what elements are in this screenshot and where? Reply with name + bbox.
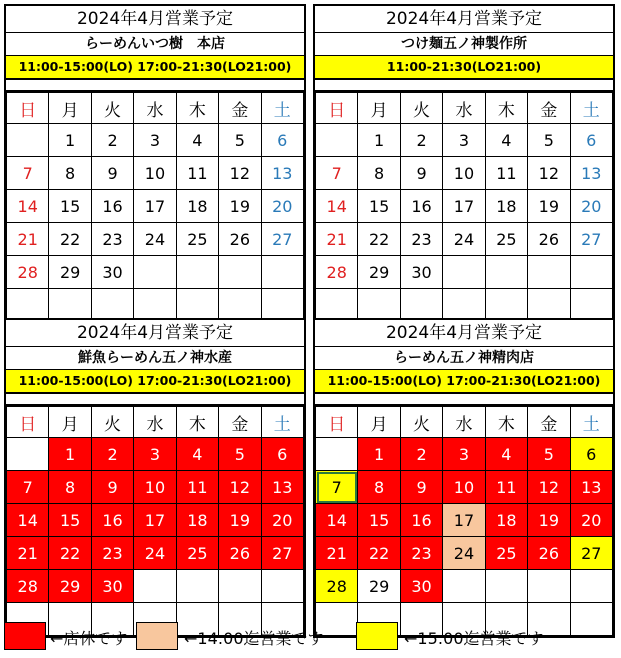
day-cell: 29 — [358, 256, 400, 289]
day-cell: 19 — [528, 504, 570, 537]
business-hours: 11:00-21:30(LO21:00) — [315, 56, 613, 80]
day-cell: 19 — [528, 190, 570, 223]
day-cell: 30 — [400, 256, 442, 289]
day-cell: 23 — [91, 223, 133, 256]
spacer — [6, 394, 304, 406]
calendar-panel-itsuki-honten — [4, 4, 306, 324]
weekday-header: 火 — [91, 407, 133, 438]
calendar-panel-suisan — [4, 318, 306, 638]
day-cell: 24 — [134, 537, 176, 570]
week-row — [316, 537, 613, 570]
weekday-header: 土 — [570, 93, 612, 124]
day-cell: 17 — [134, 504, 176, 537]
weekday-header: 水 — [134, 93, 176, 124]
day-cell: 25 — [176, 223, 218, 256]
day-cell: 9 — [400, 157, 442, 190]
week-row — [316, 471, 613, 504]
day-cell: 8 — [49, 471, 91, 504]
day-cell — [316, 289, 358, 322]
day-cell: 8 — [358, 157, 400, 190]
day-cell — [134, 256, 176, 289]
weekday-header: 日 — [316, 93, 358, 124]
day-cell: 20 — [570, 504, 612, 537]
day-cell: 19 — [219, 190, 261, 223]
day-cell — [219, 570, 261, 603]
day-cell: 11 — [176, 157, 218, 190]
day-cell — [134, 570, 176, 603]
day-cell: 21 — [7, 537, 49, 570]
day-cell: 22 — [49, 223, 91, 256]
calendar-panel-seinikuten — [313, 318, 615, 638]
day-cell: 1 — [49, 438, 91, 471]
day-cell: 8 — [49, 157, 91, 190]
week-row — [7, 504, 304, 537]
day-cell — [443, 289, 485, 322]
weekday-header: 木 — [176, 93, 218, 124]
day-cell: 28 — [7, 256, 49, 289]
day-cell: 14 — [316, 504, 358, 537]
day-cell — [443, 256, 485, 289]
day-cell: 10 — [443, 157, 485, 190]
weekday-header-row — [316, 93, 613, 124]
day-cell — [91, 289, 133, 322]
day-cell: 7 — [7, 157, 49, 190]
panel-title: 2024年4月営業予定 — [315, 320, 613, 347]
weekday-header: 月 — [49, 93, 91, 124]
day-cell: 28 — [316, 256, 358, 289]
business-hours: 11:00-15:00(LO) 17:00-21:30(LO21:00) — [6, 370, 304, 394]
day-cell: 18 — [485, 190, 527, 223]
day-cell — [316, 124, 358, 157]
business-hours: 11:00-15:00(LO) 17:00-21:30(LO21:00) — [315, 370, 613, 394]
weekday-header: 火 — [91, 93, 133, 124]
week-row — [316, 438, 613, 471]
day-cell: 3 — [443, 124, 485, 157]
day-cell — [261, 570, 303, 603]
day-cell: 8 — [358, 471, 400, 504]
day-cell: 3 — [134, 124, 176, 157]
day-cell: 15 — [358, 190, 400, 223]
day-cell: 10 — [134, 157, 176, 190]
day-cell: 27 — [570, 223, 612, 256]
day-cell: 1 — [49, 124, 91, 157]
weekday-header: 月 — [358, 93, 400, 124]
day-cell: 4 — [176, 438, 218, 471]
day-cell: 23 — [400, 223, 442, 256]
weekday-header: 木 — [485, 93, 527, 124]
day-cell: 21 — [316, 223, 358, 256]
panel-title: 2024年4月営業予定 — [315, 6, 613, 33]
weekday-header: 水 — [443, 407, 485, 438]
store-name: らーめんいつ樹 本店 — [6, 33, 304, 56]
day-cell: 9 — [400, 471, 442, 504]
day-cell: 17 — [443, 190, 485, 223]
day-cell: 26 — [528, 223, 570, 256]
day-cell: 15 — [49, 190, 91, 223]
weekday-header: 日 — [7, 407, 49, 438]
weekday-header: 土 — [570, 407, 612, 438]
spacer — [6, 80, 304, 92]
legend — [0, 620, 621, 654]
day-cell: 24 — [443, 537, 485, 570]
day-cell — [570, 289, 612, 322]
calendar-panel-tsukemen-seisakusho — [313, 4, 615, 324]
day-cell: 10 — [443, 471, 485, 504]
day-cell: 15 — [49, 504, 91, 537]
day-cell: 16 — [400, 190, 442, 223]
day-cell: 29 — [49, 256, 91, 289]
day-cell: 5 — [219, 124, 261, 157]
day-cell: 22 — [358, 537, 400, 570]
day-cell: 7 — [316, 157, 358, 190]
day-cell: 9 — [91, 157, 133, 190]
day-cell: 5 — [528, 124, 570, 157]
day-cell: 9 — [91, 471, 133, 504]
weekday-header: 月 — [49, 407, 91, 438]
day-cell: 18 — [485, 504, 527, 537]
day-cell: 21 — [7, 223, 49, 256]
day-cell: 14 — [7, 504, 49, 537]
day-cell: 16 — [400, 504, 442, 537]
day-cell: 17 — [443, 504, 485, 537]
week-row — [7, 537, 304, 570]
day-cell: 30 — [91, 256, 133, 289]
day-cell: 3 — [134, 438, 176, 471]
day-cell: 18 — [176, 504, 218, 537]
day-cell: 26 — [219, 537, 261, 570]
weekday-header: 月 — [358, 407, 400, 438]
day-cell: 26 — [219, 223, 261, 256]
day-cell: 2 — [400, 438, 442, 471]
day-cell: 28 — [316, 570, 358, 603]
day-cell: 23 — [400, 537, 442, 570]
day-cell — [400, 289, 442, 322]
day-cell — [219, 289, 261, 322]
day-cell: 16 — [91, 190, 133, 223]
week-row — [7, 471, 304, 504]
day-cell: 29 — [358, 570, 400, 603]
day-cell: 27 — [261, 223, 303, 256]
week-row — [316, 504, 613, 537]
day-cell: 2 — [91, 438, 133, 471]
day-cell: 13 — [570, 157, 612, 190]
day-cell: 20 — [261, 504, 303, 537]
week-row — [316, 190, 613, 223]
day-cell: 13 — [261, 471, 303, 504]
day-cell — [261, 256, 303, 289]
day-cell — [528, 570, 570, 603]
day-cell — [316, 438, 358, 471]
day-cell: 15 — [358, 504, 400, 537]
weekday-header: 火 — [400, 93, 442, 124]
week-row — [7, 570, 304, 603]
weekday-header: 日 — [316, 407, 358, 438]
day-cell: 6 — [570, 438, 612, 471]
weekday-header: 土 — [261, 93, 303, 124]
legend-label-until15: ←15:00迄営業です — [404, 629, 544, 648]
day-cell: 24 — [443, 223, 485, 256]
day-cell: 30 — [400, 570, 442, 603]
week-row — [7, 223, 304, 256]
day-cell: 25 — [176, 537, 218, 570]
legend-swatch-until14 — [136, 622, 178, 650]
week-row — [7, 289, 304, 322]
panel-title: 2024年4月営業予定 — [6, 320, 304, 347]
day-cell — [570, 570, 612, 603]
day-cell: 19 — [219, 504, 261, 537]
calendar-grid — [315, 92, 613, 322]
day-cell: 12 — [219, 471, 261, 504]
weekday-header: 金 — [219, 93, 261, 124]
business-hours: 11:00-15:00(LO) 17:00-21:30(LO21:00) — [6, 56, 304, 80]
day-cell — [485, 256, 527, 289]
legend-label-until14: ←14:00迄営業です — [184, 629, 324, 648]
spacer — [315, 80, 613, 92]
day-cell: 16 — [91, 504, 133, 537]
day-cell — [358, 289, 400, 322]
day-cell: 13 — [570, 471, 612, 504]
store-name: 鮮魚らーめん五ノ神水産 — [6, 347, 304, 370]
day-cell — [176, 256, 218, 289]
day-cell: 25 — [485, 223, 527, 256]
day-cell — [485, 570, 527, 603]
day-cell: 12 — [219, 157, 261, 190]
day-cell: 27 — [570, 537, 612, 570]
week-row — [316, 223, 613, 256]
day-cell: 22 — [358, 223, 400, 256]
day-cell: 29 — [49, 570, 91, 603]
week-row — [7, 256, 304, 289]
week-row — [316, 289, 613, 322]
day-cell: 10 — [134, 471, 176, 504]
day-cell: 18 — [176, 190, 218, 223]
store-name: つけ麺五ノ神製作所 — [315, 33, 613, 56]
day-cell: 20 — [261, 190, 303, 223]
day-cell: 11 — [176, 471, 218, 504]
day-cell: 14 — [316, 190, 358, 223]
day-cell — [485, 289, 527, 322]
day-cell: 4 — [176, 124, 218, 157]
day-cell — [219, 256, 261, 289]
day-cell: 26 — [528, 537, 570, 570]
weekday-header: 水 — [134, 407, 176, 438]
day-cell: 24 — [134, 223, 176, 256]
day-cell — [7, 289, 49, 322]
day-cell — [7, 438, 49, 471]
day-cell: 7 — [7, 471, 49, 504]
weekday-header-row — [316, 407, 613, 438]
day-cell — [176, 289, 218, 322]
day-cell — [261, 289, 303, 322]
weekday-header: 火 — [400, 407, 442, 438]
weekday-header: 水 — [443, 93, 485, 124]
day-cell: 5 — [528, 438, 570, 471]
day-cell: 6 — [570, 124, 612, 157]
calendar-grid — [6, 406, 304, 636]
day-cell: 12 — [528, 157, 570, 190]
day-cell — [134, 289, 176, 322]
day-cell — [528, 289, 570, 322]
panel-title: 2024年4月営業予定 — [6, 6, 304, 33]
day-cell: 4 — [485, 438, 527, 471]
day-cell: 20 — [570, 190, 612, 223]
day-cell: 11 — [485, 157, 527, 190]
weekday-header: 金 — [219, 407, 261, 438]
week-row — [7, 190, 304, 223]
day-cell: 2 — [91, 124, 133, 157]
day-cell: 17 — [134, 190, 176, 223]
day-cell: 1 — [358, 124, 400, 157]
day-cell: 4 — [485, 124, 527, 157]
week-row — [7, 438, 304, 471]
week-row — [7, 124, 304, 157]
day-cell: 7 — [316, 471, 358, 504]
day-cell: 11 — [485, 471, 527, 504]
day-cell: 2 — [400, 124, 442, 157]
day-cell: 30 — [91, 570, 133, 603]
week-row — [316, 124, 613, 157]
weekday-header: 木 — [485, 407, 527, 438]
day-cell: 25 — [485, 537, 527, 570]
calendar-grid — [6, 92, 304, 322]
calendar-grid — [315, 406, 613, 636]
weekday-header: 金 — [528, 407, 570, 438]
store-name: らーめん五ノ神精肉店 — [315, 347, 613, 370]
spacer — [315, 394, 613, 406]
week-row — [316, 570, 613, 603]
day-cell: 27 — [261, 537, 303, 570]
day-cell — [176, 570, 218, 603]
day-cell: 23 — [91, 537, 133, 570]
legend-swatch-until15 — [356, 622, 398, 650]
week-row — [316, 157, 613, 190]
day-cell: 22 — [49, 537, 91, 570]
day-cell — [49, 289, 91, 322]
day-cell: 12 — [528, 471, 570, 504]
day-cell: 28 — [7, 570, 49, 603]
weekday-header-row — [7, 407, 304, 438]
day-cell: 21 — [316, 537, 358, 570]
day-cell: 6 — [261, 124, 303, 157]
legend-swatch-closed — [4, 622, 46, 650]
day-cell — [570, 256, 612, 289]
day-cell: 13 — [261, 157, 303, 190]
weekday-header: 金 — [528, 93, 570, 124]
weekday-header: 日 — [7, 93, 49, 124]
day-cell — [7, 124, 49, 157]
weekday-header: 木 — [176, 407, 218, 438]
day-cell: 14 — [7, 190, 49, 223]
week-row — [316, 256, 613, 289]
day-cell — [528, 256, 570, 289]
weekday-header-row — [7, 93, 304, 124]
day-cell: 1 — [358, 438, 400, 471]
legend-label-closed: ←店休です — [50, 629, 128, 648]
day-cell — [443, 570, 485, 603]
day-cell: 3 — [443, 438, 485, 471]
day-cell: 6 — [261, 438, 303, 471]
day-cell: 5 — [219, 438, 261, 471]
week-row — [7, 157, 304, 190]
weekday-header: 土 — [261, 407, 303, 438]
